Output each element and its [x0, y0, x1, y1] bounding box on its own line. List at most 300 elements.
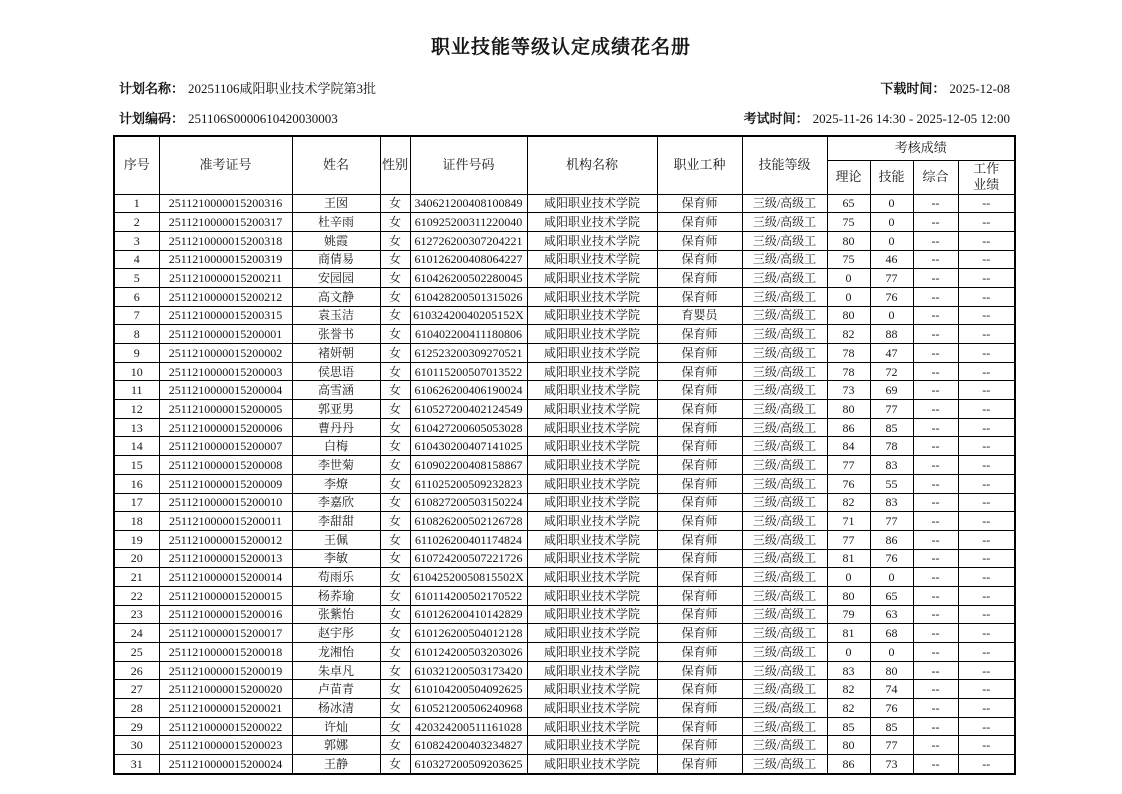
cell-gender: 女	[380, 456, 410, 475]
cell-work: --	[958, 680, 1015, 699]
plan-code-label: 计划编码：	[119, 111, 185, 126]
cell-level: 三级/高级工	[742, 512, 827, 531]
cell-name: 苟雨乐	[292, 568, 380, 587]
cell-gender: 女	[380, 549, 410, 568]
cell-org: 咸阳职业技术学院	[527, 287, 657, 306]
cell-org: 咸阳职业技术学院	[527, 269, 657, 288]
cell-id_no: 610428200501315026	[410, 287, 527, 306]
cell-name: 许灿	[292, 717, 380, 736]
cell-name: 张誉书	[292, 325, 380, 344]
cell-comprehensive: --	[913, 530, 958, 549]
cell-level: 三级/高级工	[742, 381, 827, 400]
cell-org: 咸阳职业技术学院	[527, 717, 657, 736]
cell-org: 咸阳职业技术学院	[527, 643, 657, 662]
cell-theory: 81	[827, 624, 870, 643]
cell-comprehensive: --	[913, 231, 958, 250]
table-row	[114, 269, 1015, 288]
cell-skill: 77	[870, 400, 913, 419]
cell-work: --	[958, 661, 1015, 680]
cell-theory: 83	[827, 661, 870, 680]
cell-org: 咸阳职业技术学院	[527, 624, 657, 643]
cell-skill: 88	[870, 325, 913, 344]
cell-org: 咸阳职业技术学院	[527, 362, 657, 381]
cell-name: 李甜甜	[292, 512, 380, 531]
cell-work: --	[958, 325, 1015, 344]
cell-level: 三级/高级工	[742, 661, 827, 680]
cell-id_no: 610826200502126728	[410, 512, 527, 531]
cell-occupation: 保育师	[657, 624, 742, 643]
cell-gender: 女	[380, 474, 410, 493]
table-row	[114, 306, 1015, 325]
cell-theory: 82	[827, 493, 870, 512]
cell-theory: 65	[827, 194, 870, 213]
cell-comprehensive: --	[913, 624, 958, 643]
cell-id_no: 610115200507013522	[410, 362, 527, 381]
cell-seq: 20	[114, 549, 159, 568]
cell-seq: 1	[114, 194, 159, 213]
table-row	[114, 717, 1015, 736]
cell-gender: 女	[380, 213, 410, 232]
cell-gender: 女	[380, 287, 410, 306]
cell-skill: 76	[870, 699, 913, 718]
cell-org: 咸阳职业技术学院	[527, 605, 657, 624]
cell-id_no: 610126200410142829	[410, 605, 527, 624]
cell-exam_no: 2511210000015200009	[159, 474, 292, 493]
table-body	[114, 194, 1015, 774]
cell-org: 咸阳职业技术学院	[527, 680, 657, 699]
cell-seq: 24	[114, 624, 159, 643]
cell-org: 咸阳职业技术学院	[527, 231, 657, 250]
cell-gender: 女	[380, 586, 410, 605]
cell-exam_no: 2511210000015200021	[159, 699, 292, 718]
cell-org: 咸阳职业技术学院	[527, 418, 657, 437]
cell-occupation: 保育师	[657, 680, 742, 699]
col-header-work-label: 工作业绩	[973, 161, 1000, 193]
cell-theory: 80	[827, 586, 870, 605]
cell-work: --	[958, 456, 1015, 475]
cell-comprehensive: --	[913, 194, 958, 213]
cell-level: 三级/高级工	[742, 568, 827, 587]
cell-occupation: 保育师	[657, 287, 742, 306]
cell-gender: 女	[380, 661, 410, 680]
table-row	[114, 418, 1015, 437]
cell-level: 三级/高级工	[742, 213, 827, 232]
col-header-org: 机构名称	[527, 136, 657, 194]
cell-work: --	[958, 699, 1015, 718]
cell-comprehensive: --	[913, 755, 958, 774]
cell-theory: 85	[827, 717, 870, 736]
cell-skill: 73	[870, 755, 913, 774]
cell-level: 三级/高级工	[742, 680, 827, 699]
cell-occupation: 保育师	[657, 699, 742, 718]
cell-level: 三级/高级工	[742, 362, 827, 381]
cell-name: 安园园	[292, 269, 380, 288]
cell-theory: 80	[827, 736, 870, 755]
cell-theory: 0	[827, 568, 870, 587]
cell-name: 褚妍朝	[292, 344, 380, 363]
cell-name: 李敏	[292, 549, 380, 568]
cell-level: 三级/高级工	[742, 755, 827, 774]
cell-gender: 女	[380, 250, 410, 269]
cell-comprehensive: --	[913, 325, 958, 344]
cell-seq: 11	[114, 381, 159, 400]
cell-comprehensive: --	[913, 549, 958, 568]
cell-id_no: 610427200605053028	[410, 418, 527, 437]
cell-name: 李世菊	[292, 456, 380, 475]
cell-gender: 女	[380, 530, 410, 549]
cell-name: 曹丹丹	[292, 418, 380, 437]
cell-theory: 0	[827, 269, 870, 288]
col-header-score-group: 考核成绩	[827, 136, 1015, 161]
cell-skill: 83	[870, 456, 913, 475]
cell-skill: 0	[870, 213, 913, 232]
cell-occupation: 保育师	[657, 493, 742, 512]
cell-work: --	[958, 194, 1015, 213]
cell-gender: 女	[380, 231, 410, 250]
table-row	[114, 680, 1015, 699]
table-row	[114, 568, 1015, 587]
cell-work: --	[958, 755, 1015, 774]
scores-table	[113, 135, 1016, 775]
cell-comprehensive: --	[913, 605, 958, 624]
cell-comprehensive: --	[913, 456, 958, 475]
cell-skill: 85	[870, 717, 913, 736]
cell-gender: 女	[380, 400, 410, 419]
cell-comprehensive: --	[913, 381, 958, 400]
cell-level: 三级/高级工	[742, 717, 827, 736]
cell-skill: 47	[870, 344, 913, 363]
cell-exam_no: 2511210000015200011	[159, 512, 292, 531]
cell-name: 王静	[292, 755, 380, 774]
cell-name: 龙湘怡	[292, 643, 380, 662]
cell-work: --	[958, 493, 1015, 512]
cell-seq: 18	[114, 512, 159, 531]
cell-theory: 77	[827, 530, 870, 549]
cell-work: --	[958, 418, 1015, 437]
cell-id_no: 610824200403234827	[410, 736, 527, 755]
cell-level: 三级/高级工	[742, 287, 827, 306]
cell-work: --	[958, 643, 1015, 662]
cell-org: 咸阳职业技术学院	[527, 344, 657, 363]
cell-occupation: 保育师	[657, 362, 742, 381]
cell-comprehensive: --	[913, 512, 958, 531]
cell-work: --	[958, 287, 1015, 306]
cell-name: 郭娜	[292, 736, 380, 755]
cell-name: 杜辛雨	[292, 213, 380, 232]
cell-comprehensive: --	[913, 213, 958, 232]
cell-skill: 72	[870, 362, 913, 381]
table-row	[114, 549, 1015, 568]
cell-skill: 0	[870, 306, 913, 325]
cell-theory: 0	[827, 643, 870, 662]
cell-gender: 女	[380, 680, 410, 699]
plan-code-value: 251106S0000610420030003	[188, 111, 338, 126]
cell-level: 三级/高级工	[742, 643, 827, 662]
download-time-label: 下载时间：	[880, 81, 946, 96]
cell-name: 王囡	[292, 194, 380, 213]
cell-work: --	[958, 568, 1015, 587]
cell-org: 咸阳职业技术学院	[527, 530, 657, 549]
cell-level: 三级/高级工	[742, 605, 827, 624]
col-header-work	[958, 161, 1015, 195]
cell-seq: 27	[114, 680, 159, 699]
cell-occupation: 保育师	[657, 213, 742, 232]
cell-work: --	[958, 530, 1015, 549]
cell-occupation: 保育师	[657, 736, 742, 755]
cell-level: 三级/高级工	[742, 269, 827, 288]
cell-theory: 80	[827, 400, 870, 419]
cell-skill: 0	[870, 231, 913, 250]
cell-work: --	[958, 605, 1015, 624]
cell-occupation: 育婴员	[657, 306, 742, 325]
cell-seq: 14	[114, 437, 159, 456]
cell-id_no: 610426200502280045	[410, 269, 527, 288]
cell-exam_no: 2511210000015200017	[159, 624, 292, 643]
cell-seq: 31	[114, 755, 159, 774]
table-row	[114, 474, 1015, 493]
cell-id_no: 610327200509203625	[410, 755, 527, 774]
cell-seq: 9	[114, 344, 159, 363]
header-row-top	[114, 136, 1015, 161]
cell-id_no: 610126200504012128	[410, 624, 527, 643]
cell-exam_no: 2511210000015200020	[159, 680, 292, 699]
cell-name: 袁玉洁	[292, 306, 380, 325]
cell-id_no: 610724200507221726	[410, 549, 527, 568]
cell-level: 三级/高级工	[742, 418, 827, 437]
cell-theory: 79	[827, 605, 870, 624]
cell-exam_no: 2511210000015200015	[159, 586, 292, 605]
cell-org: 咸阳职业技术学院	[527, 549, 657, 568]
cell-seq: 12	[114, 400, 159, 419]
cell-work: --	[958, 213, 1015, 232]
cell-gender: 女	[380, 362, 410, 381]
table-row	[114, 213, 1015, 232]
cell-theory: 80	[827, 231, 870, 250]
cell-name: 张紫怡	[292, 605, 380, 624]
cell-occupation: 保育师	[657, 717, 742, 736]
cell-gender: 女	[380, 325, 410, 344]
cell-skill: 0	[870, 194, 913, 213]
cell-id_no: 611026200401174824	[410, 530, 527, 549]
cell-exam_no: 2511210000015200024	[159, 755, 292, 774]
col-header-occupation: 职业工种	[657, 136, 742, 194]
cell-work: --	[958, 717, 1015, 736]
col-header-name: 姓名	[292, 136, 380, 194]
cell-org: 咸阳职业技术学院	[527, 661, 657, 680]
cell-occupation: 保育师	[657, 661, 742, 680]
cell-exam_no: 2511210000015200316	[159, 194, 292, 213]
cell-occupation: 保育师	[657, 755, 742, 774]
cell-work: --	[958, 474, 1015, 493]
table-row	[114, 287, 1015, 306]
cell-org: 咸阳职业技术学院	[527, 437, 657, 456]
cell-id_no: 61042520050815502X	[410, 568, 527, 587]
cell-theory: 75	[827, 213, 870, 232]
cell-gender: 女	[380, 605, 410, 624]
meta-row-2	[119, 108, 1010, 127]
cell-id_no: 610430200407141025	[410, 437, 527, 456]
cell-exam_no: 2511210000015200004	[159, 381, 292, 400]
cell-theory: 75	[827, 250, 870, 269]
cell-name: 侯思语	[292, 362, 380, 381]
cell-occupation: 保育师	[657, 250, 742, 269]
cell-theory: 78	[827, 362, 870, 381]
cell-occupation: 保育师	[657, 325, 742, 344]
cell-comprehensive: --	[913, 586, 958, 605]
cell-seq: 8	[114, 325, 159, 344]
cell-comprehensive: --	[913, 643, 958, 662]
page-title: 职业技能等级认定成绩花名册	[430, 37, 691, 58]
cell-seq: 19	[114, 530, 159, 549]
cell-exam_no: 2511210000015200001	[159, 325, 292, 344]
cell-org: 咸阳职业技术学院	[527, 250, 657, 269]
cell-seq: 10	[114, 362, 159, 381]
cell-id_no: 340621200408100849	[410, 194, 527, 213]
cell-comprehensive: --	[913, 493, 958, 512]
table-row	[114, 456, 1015, 475]
cell-work: --	[958, 736, 1015, 755]
cell-comprehensive: --	[913, 661, 958, 680]
cell-id_no: 610521200506240968	[410, 699, 527, 718]
cell-seq: 26	[114, 661, 159, 680]
download-time	[880, 78, 1010, 97]
cell-occupation: 保育师	[657, 400, 742, 419]
table-row	[114, 325, 1015, 344]
cell-seq: 25	[114, 643, 159, 662]
cell-level: 三级/高级工	[742, 530, 827, 549]
cell-skill: 80	[870, 661, 913, 680]
cell-org: 咸阳职业技术学院	[527, 381, 657, 400]
cell-theory: 86	[827, 755, 870, 774]
cell-level: 三级/高级工	[742, 549, 827, 568]
cell-gender: 女	[380, 736, 410, 755]
cell-id_no: 610104200504092625	[410, 680, 527, 699]
table-row	[114, 699, 1015, 718]
cell-id_no: 610827200503150224	[410, 493, 527, 512]
cell-work: --	[958, 231, 1015, 250]
table-row	[114, 530, 1015, 549]
cell-comprehensive: --	[913, 680, 958, 699]
cell-org: 咸阳职业技术学院	[527, 306, 657, 325]
cell-skill: 0	[870, 568, 913, 587]
cell-exam_no: 2511210000015200005	[159, 400, 292, 419]
table-row	[114, 231, 1015, 250]
cell-id_no: 61032420040205152X	[410, 306, 527, 325]
cell-occupation: 保育师	[657, 474, 742, 493]
cell-org: 咸阳职业技术学院	[527, 194, 657, 213]
col-header-exam-no: 准考证号	[159, 136, 292, 194]
cell-exam_no: 2511210000015200012	[159, 530, 292, 549]
cell-level: 三级/高级工	[742, 437, 827, 456]
cell-exam_no: 2511210000015200317	[159, 213, 292, 232]
exam-time	[744, 108, 1010, 127]
cell-exam_no: 2511210000015200002	[159, 344, 292, 363]
cell-id_no: 612523200309270521	[410, 344, 527, 363]
cell-comprehensive: --	[913, 306, 958, 325]
cell-theory: 82	[827, 680, 870, 699]
table-row	[114, 605, 1015, 624]
cell-seq: 30	[114, 736, 159, 755]
col-header-skill: 技能	[870, 161, 913, 195]
cell-gender: 女	[380, 643, 410, 662]
cell-comprehensive: --	[913, 736, 958, 755]
cell-theory: 71	[827, 512, 870, 531]
cell-exam_no: 2511210000015200319	[159, 250, 292, 269]
cell-org: 咸阳职业技术学院	[527, 456, 657, 475]
cell-name: 王佩	[292, 530, 380, 549]
cell-exam_no: 2511210000015200008	[159, 456, 292, 475]
cell-occupation: 保育师	[657, 605, 742, 624]
cell-comprehensive: --	[913, 437, 958, 456]
cell-gender: 女	[380, 437, 410, 456]
cell-skill: 78	[870, 437, 913, 456]
cell-occupation: 保育师	[657, 530, 742, 549]
cell-level: 三级/高级工	[742, 344, 827, 363]
cell-skill: 76	[870, 549, 913, 568]
cell-id_no: 610114200502170522	[410, 586, 527, 605]
cell-name: 朱卓凡	[292, 661, 380, 680]
cell-org: 咸阳职业技术学院	[527, 699, 657, 718]
cell-name: 姚霞	[292, 231, 380, 250]
cell-theory: 77	[827, 456, 870, 475]
meta-row-1	[119, 78, 1010, 97]
cell-skill: 83	[870, 493, 913, 512]
cell-gender: 女	[380, 568, 410, 587]
cell-exam_no: 2511210000015200315	[159, 306, 292, 325]
cell-occupation: 保育师	[657, 194, 742, 213]
cell-level: 三级/高级工	[742, 231, 827, 250]
cell-seq: 23	[114, 605, 159, 624]
cell-org: 咸阳职业技术学院	[527, 512, 657, 531]
cell-id_no: 610527200402124549	[410, 400, 527, 419]
cell-level: 三级/高级工	[742, 250, 827, 269]
cell-seq: 6	[114, 287, 159, 306]
cell-work: --	[958, 400, 1015, 419]
cell-exam_no: 2511210000015200018	[159, 643, 292, 662]
cell-skill: 76	[870, 287, 913, 306]
cell-id_no: 610626200406190024	[410, 381, 527, 400]
cell-occupation: 保育师	[657, 643, 742, 662]
cell-name: 李嘉欣	[292, 493, 380, 512]
cell-gender: 女	[380, 381, 410, 400]
cell-comprehensive: --	[913, 344, 958, 363]
table-row	[114, 250, 1015, 269]
cell-gender: 女	[380, 512, 410, 531]
col-header-gender: 性别	[380, 136, 410, 194]
table-row	[114, 736, 1015, 755]
cell-work: --	[958, 437, 1015, 456]
cell-comprehensive: --	[913, 717, 958, 736]
cell-work: --	[958, 269, 1015, 288]
cell-seq: 21	[114, 568, 159, 587]
table-row	[114, 512, 1015, 531]
cell-occupation: 保育师	[657, 344, 742, 363]
cell-gender: 女	[380, 717, 410, 736]
cell-theory: 82	[827, 325, 870, 344]
cell-gender: 女	[380, 306, 410, 325]
cell-theory: 73	[827, 381, 870, 400]
cell-work: --	[958, 512, 1015, 531]
cell-occupation: 保育师	[657, 269, 742, 288]
cell-level: 三级/高级工	[742, 194, 827, 213]
cell-org: 咸阳职业技术学院	[527, 755, 657, 774]
cell-skill: 68	[870, 624, 913, 643]
cell-level: 三级/高级工	[742, 474, 827, 493]
cell-id_no: 610321200503173420	[410, 661, 527, 680]
cell-id_no: 420324200511161028	[410, 717, 527, 736]
cell-id_no: 610126200408064227	[410, 250, 527, 269]
col-header-theory: 理论	[827, 161, 870, 195]
